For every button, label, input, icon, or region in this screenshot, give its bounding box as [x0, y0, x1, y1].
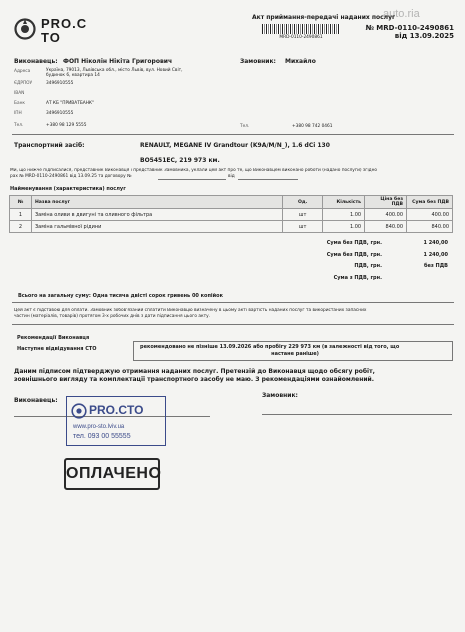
- contract-date-line: [238, 179, 298, 180]
- row-price: 840.00: [365, 221, 407, 233]
- company-stamp: [66, 396, 166, 446]
- recommendations-title: Рекомендації Виконавця: [17, 335, 90, 341]
- address-label: Адреса: [14, 69, 31, 74]
- table-row: [10, 209, 453, 221]
- payment-note-line1: Цей акт є підставою для оплати. Замовник зобов'язаний сплатити Виконавцю визначену в цьому акті вартість наданих послуг та використаних запасних: [14, 308, 367, 313]
- executor-name: ФОП Ніколін Нікіта Григорович: [63, 58, 173, 65]
- executor-phone: +380 98 129 5555: [46, 123, 87, 128]
- act-title: Акт приймання-передачі наданих послуг: [252, 14, 396, 21]
- row-number: 2: [10, 221, 32, 233]
- vat-label: ПДВ, грн.: [354, 263, 382, 269]
- vehicle-model: RENAULT, MEGANE IV Grandtour (K9A/M/N_), 1.6 dCi 130: [140, 142, 330, 149]
- next-visit-label: Наступне відвідування СТО: [17, 346, 97, 352]
- row-service-name: Заміна оливи в двигуні та оливного фільтра: [31, 209, 282, 221]
- next-visit-value-line1: рекомендовано не пізніше 13.09.2026 або пробігу 229 973 км (в залежності від того, що: [140, 344, 400, 350]
- divider: [12, 302, 454, 303]
- customer-signature-line: [262, 414, 452, 415]
- intro-line2-tail: від: [228, 174, 235, 179]
- next-visit-box: [133, 341, 453, 361]
- row-number: 1: [10, 209, 32, 221]
- bank-value: АТ КБ "ПРИВАТБАНК": [46, 101, 94, 106]
- executor-phone-label: Тел.: [14, 123, 24, 128]
- watermark: auto.ria: [383, 8, 420, 20]
- customer-signature-label: Замовник:: [262, 392, 298, 399]
- executor-signature-label: Виконавець:: [14, 397, 58, 404]
- stamp-brand: PRO.CTO: [89, 403, 144, 417]
- stamp-site: www.pro-sto.lviv.ua: [73, 424, 125, 430]
- col-header-price: Ціна без ПДВ: [365, 196, 407, 209]
- confirmation-line1: Даним підписом підтверджую отримання наданих послуг. Претензій до Виконавця щодо обсягу робіт,: [14, 368, 375, 375]
- sum-no-vat-label-2: Сума без ПДВ, грн.: [326, 252, 382, 258]
- logo-text: PRO.CTO: [41, 16, 88, 45]
- sum-no-vat-value-2: 1 240,00: [423, 252, 448, 258]
- address-line1: Україна, 79013, Львівська обл., місто Львів, вул. Новий Світ,: [46, 68, 183, 73]
- row-price: 400.00: [365, 209, 407, 221]
- sum-no-vat-label: Сума без ПДВ, грн.: [326, 240, 382, 246]
- services-section-title: Найменування (характеристика) послуг: [10, 186, 126, 192]
- act-number: № MRD-0110-2490861: [365, 24, 454, 32]
- customer-name: Михайло: [285, 58, 316, 65]
- row-unit: шт: [283, 221, 323, 233]
- row-qty: 1.00: [323, 221, 365, 233]
- vehicle-label: Транспортний засіб:: [14, 142, 85, 149]
- table-header-row: [10, 196, 453, 209]
- row-service-name: Заміна гальмівної рідини: [31, 221, 282, 233]
- divider: [12, 324, 454, 325]
- sum-no-vat-value: 1 240,00: [423, 240, 448, 246]
- contract-number-line: [158, 179, 226, 180]
- total-in-words: Всього на загальну суму: Одна тисяча двісті сорок гривень 00 копійок: [18, 293, 223, 299]
- row-sum: 840.00: [407, 221, 453, 233]
- logo: [14, 16, 94, 50]
- next-visit-value-line2: настане раніше): [271, 351, 319, 357]
- stamp-logo-icon: [71, 403, 87, 419]
- vehicle-plate-mileage: BO5451EC, 219 973 км.: [140, 157, 220, 164]
- intro-line1: Ми, що нижче підписалися, представник Виконавця і представник Замовника, уклали цей акт про те, що Виконавцем виконано роботи (надано послуги) згідно: [10, 168, 378, 173]
- logo-mark-icon: [14, 18, 36, 40]
- row-qty: 1.00: [323, 209, 365, 221]
- divider: [12, 134, 454, 135]
- iban-label: IBAN: [14, 91, 25, 96]
- table-row: [10, 221, 453, 233]
- intro-line2: рах № MRD-0110-2490861 від 13.09.25 та договору №: [10, 174, 132, 179]
- vat-value: без ПДВ: [424, 263, 448, 269]
- barcode-caption: MRD-0110-2490861: [279, 35, 323, 40]
- executor-label: Виконавець:: [14, 58, 58, 65]
- col-header-qty: Кількість: [323, 196, 365, 209]
- col-header-unit: Од.: [283, 196, 323, 209]
- payment-note-line2: частин (матеріалів, товарів) протягом 3-х робочих днів з дати підписання цього акту.: [14, 314, 210, 319]
- confirmation-line2: зовнішнього вигляду та комплектації транспортного засобу не маю. З рекомендаціями ознайомлений.: [14, 376, 375, 383]
- customer-phone: +380 98 742 0461: [292, 124, 333, 129]
- col-header-sum: Сума без ПДВ: [407, 196, 453, 209]
- ipn-label: ІПН: [14, 111, 22, 116]
- sum-with-vat-label: Сума з ПДВ, грн.: [333, 275, 382, 281]
- recommendations-block: [9, 333, 454, 360]
- col-header-number: №: [10, 196, 32, 209]
- col-header-name: Назва послуг: [31, 196, 282, 209]
- row-sum: 400.00: [407, 209, 453, 221]
- paid-stamp: ОПЛАЧЕНО: [64, 458, 160, 490]
- barcode: [262, 24, 340, 34]
- ipn-value: 3496910555: [46, 111, 74, 116]
- stamp-phone: тел. 093 00 55555: [73, 433, 131, 440]
- row-unit: шт: [283, 209, 323, 221]
- services-table: [9, 195, 453, 233]
- customer-phone-label: Тел.: [240, 124, 250, 129]
- address-line2: будинок 6, квартира 14: [46, 73, 100, 78]
- edrpou-value: 3496910555: [46, 81, 74, 86]
- bank-label: Банк: [14, 101, 25, 106]
- edrpou-label: ЄДРПОУ: [14, 81, 33, 86]
- customer-label: Замовник:: [240, 58, 276, 65]
- act-date: від 13.09.2025: [394, 32, 454, 40]
